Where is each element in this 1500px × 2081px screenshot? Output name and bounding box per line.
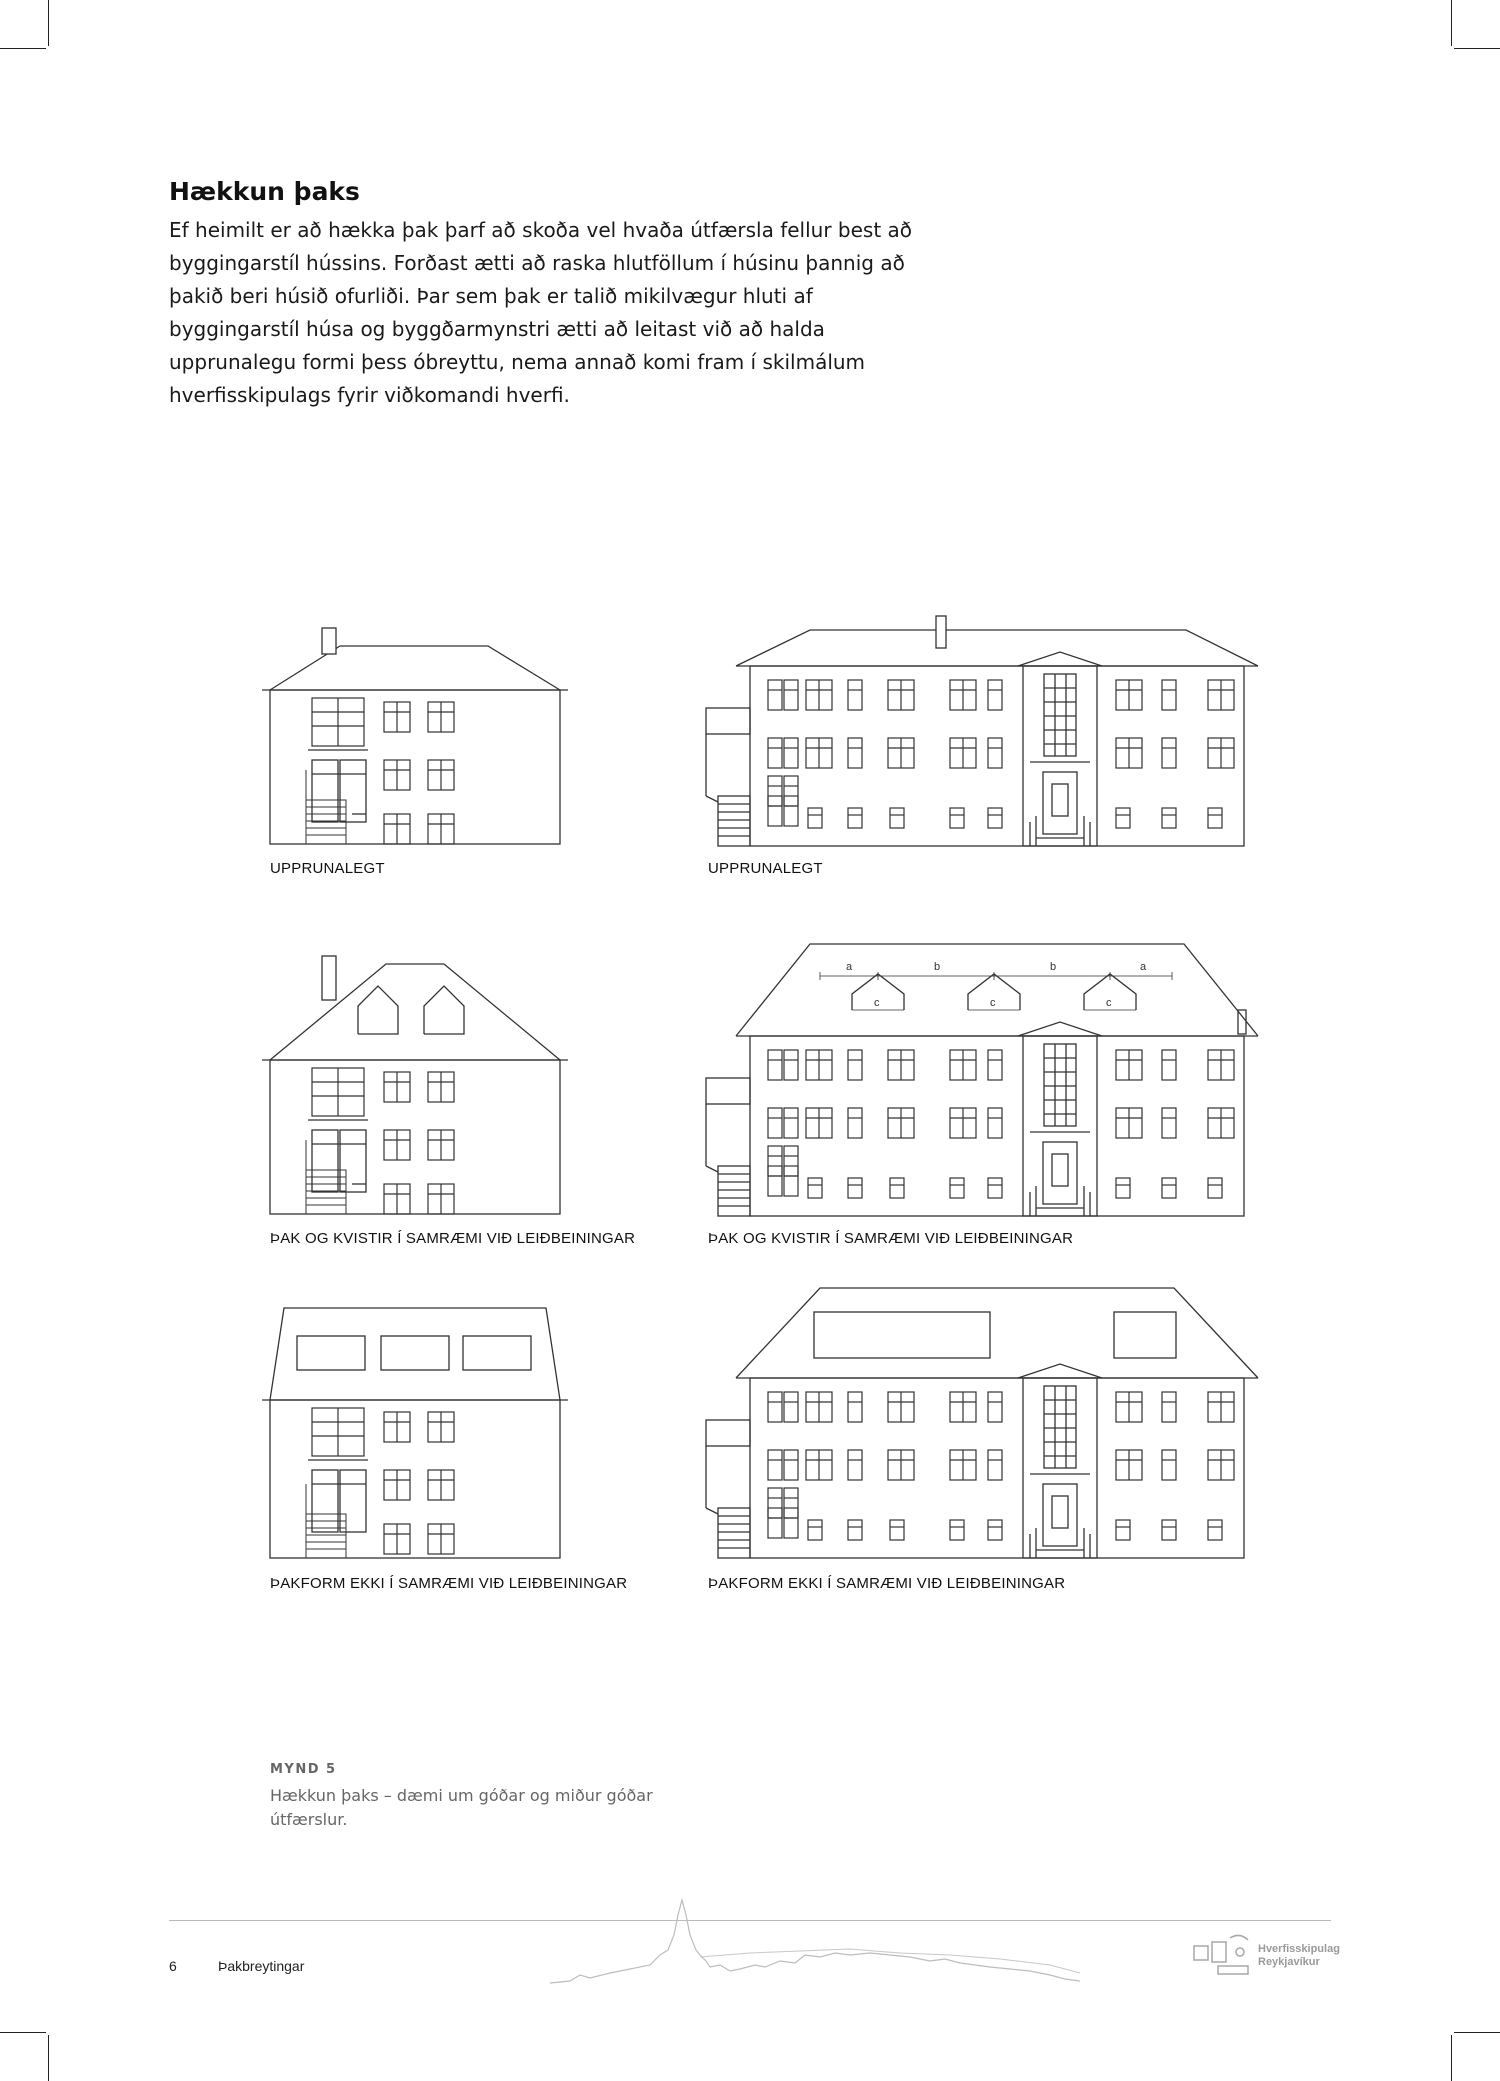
page-number: 6	[169, 1958, 177, 1974]
dimension-label-c: c	[1106, 997, 1112, 1009]
crop-mark	[48, 2035, 49, 2081]
caption-original-large: UPPRUNALEGT	[708, 860, 823, 877]
caption-ok-large: ÞAK OG KVISTIR Í SAMRÆMI VIÐ LEIÐBEININGAR	[708, 1230, 1074, 1247]
dimension-label-c: c	[990, 997, 996, 1009]
crop-mark	[1454, 48, 1500, 49]
crop-mark	[1454, 2032, 1500, 2033]
large-house-raised-ok	[706, 944, 1258, 1216]
crop-mark	[0, 2032, 46, 2033]
small-house-original	[262, 628, 568, 844]
crop-mark	[1451, 2035, 1452, 2081]
city-skyline-illustration	[550, 1895, 1130, 1990]
intro-paragraph: Ef heimilt er að hækka þak þarf að skoða vel hvaða útfærsla fellur best að byggingarstíl hússins. Forðast ætti að raska hlutföllum í húsinu þannig að þakið beri húsið ofurliði. Þar sem þak er talið mikilvægur hluti af byggingarstíl húsa og byggðarmynstri ætti að leitast við að halda upprunalegu formi þess óbreyttu, nema annað komi fram í skilmálum hverfisskipulags fyrir viðkomandi hverfi.	[169, 218, 913, 407]
logo-line-1: Hverfisskipulag	[1258, 1943, 1340, 1955]
section-heading: Hækkun þaks	[169, 177, 360, 206]
logo-text	[1258, 1943, 1340, 1969]
caption-ok-small: ÞAK OG KVISTIR Í SAMRÆMI VIÐ LEIÐBEININGAR	[270, 1230, 636, 1247]
logo-line-2: Reykjavíkur	[1258, 1956, 1320, 1968]
small-house-raised-ok	[262, 956, 568, 1214]
figure-number: MYND 5	[270, 1762, 337, 1777]
dimension-label-a: a	[1140, 961, 1147, 973]
section-title: Þakbreytingar	[218, 1958, 305, 1974]
dimension-label-c: c	[874, 997, 880, 1009]
caption-original-small: UPPRUNALEGT	[270, 860, 385, 877]
caption-not-ok-large: ÞAKFORM EKKI Í SAMRÆMI VIÐ LEIÐBEININGAR	[708, 1575, 1066, 1592]
figure-description: Hækkun þaks – dæmi um góðar og miður góðar útfærslur.	[270, 1786, 653, 1829]
large-house-raised-not-ok	[706, 1288, 1258, 1558]
crop-mark	[48, 0, 49, 46]
dimension-label-a: a	[846, 961, 853, 973]
dimension-label-b: b	[1050, 961, 1057, 973]
large-house-original	[706, 616, 1258, 846]
crop-mark	[1451, 0, 1452, 46]
dimension-label-b: b	[934, 961, 941, 973]
small-house-raised-not-ok	[262, 1308, 568, 1558]
caption-not-ok-small: ÞAKFORM EKKI Í SAMRÆMI VIÐ LEIÐBEININGAR	[270, 1575, 628, 1592]
roof-elevation-drawings	[0, 600, 1500, 1600]
crop-mark	[0, 48, 46, 49]
